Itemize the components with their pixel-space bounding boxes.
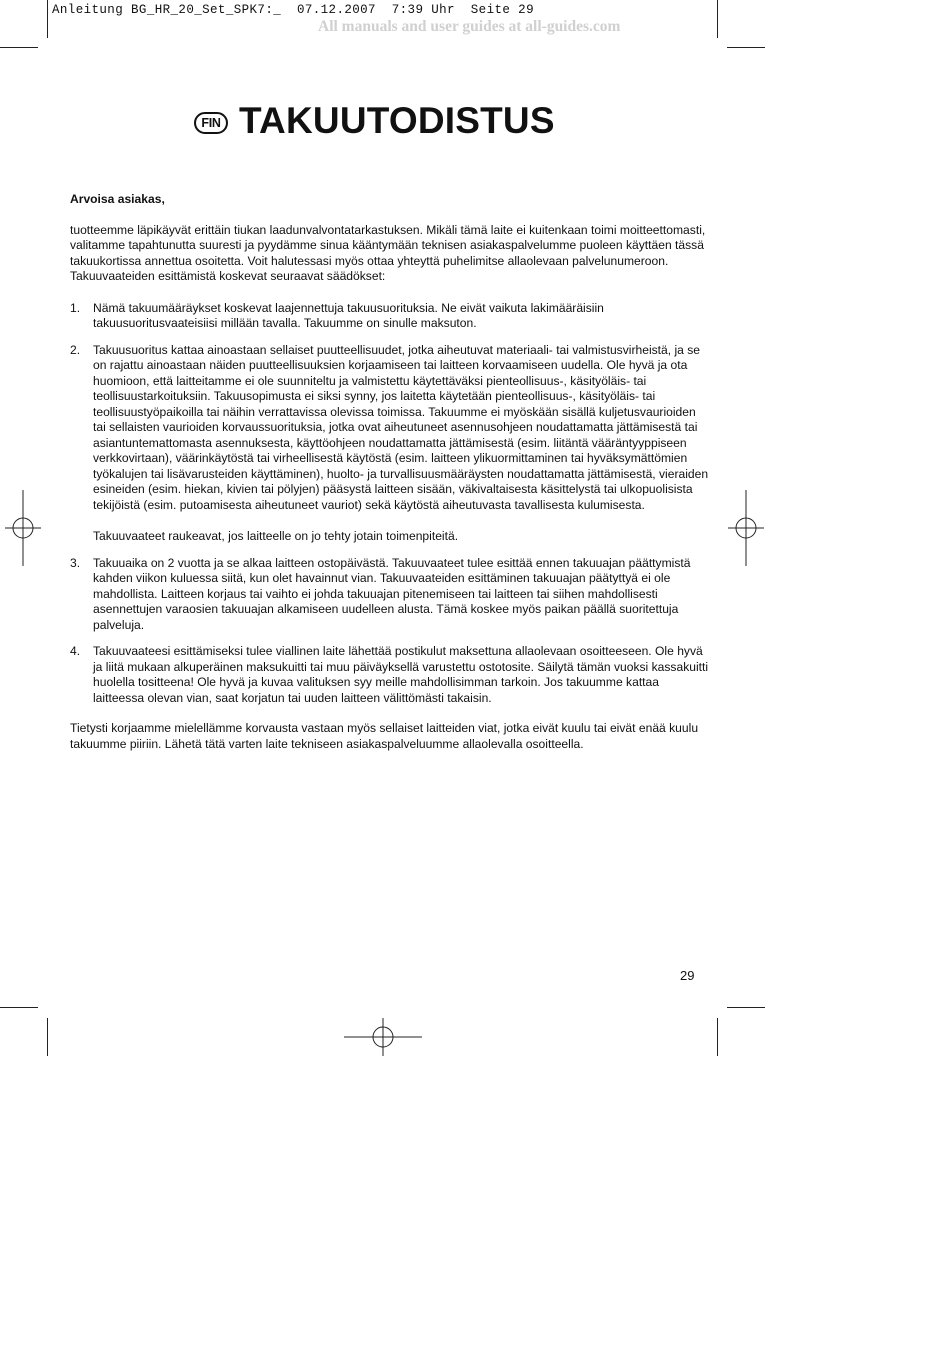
crop-mark <box>717 0 718 38</box>
crop-mark <box>0 47 38 48</box>
list-item-number: 4. <box>70 644 81 658</box>
closing-paragraph: Tietysti korjaamme mielellämme korvausta vastaan myös sellaiset laitteiden viat, jotka eivät kuulu tai eivät enää kuulu takuumme piiriin. Lähetä tätä varten laite tekniseen asiakaspalveluumme allaolevalla osoitteella. <box>70 721 699 751</box>
watermark: All manuals and user guides at all-guides.com <box>318 18 621 35</box>
list-item-subparagraph: Takuuvaateet raukeavat, jos laitteelle on jo tehty jotain toimenpiteitä. <box>93 529 459 543</box>
list-item <box>70 644 710 706</box>
warranty-text <box>70 192 710 768</box>
intro-paragraph: tuotteemme läpikäyvät erittäin tiukan laadunvalvontatarkastuksen. Mikäli tämä laite ei kuitenkaan toimi moitteettomasti, valitamme tapahtunutta suuresti ja pyydämme sinua kääntymään teknisen asiakaspalvelumme puoleen käyttäen tässä takuukortissa annettua osoitetta. Voit halutessasi myös ottaa yhteyttä puhelimitse allaolevaan palvelunumeroon. Takuuvaateiden esittämistä koskevat seuraavat säädökset: <box>70 222 706 283</box>
list-item <box>70 556 710 634</box>
list-item <box>70 343 710 545</box>
page-header <box>194 100 555 142</box>
registration-mark-bottom <box>344 1018 422 1056</box>
list-item-text: Takuuvaateesi esittämiseksi tulee viallinen laite lähettää postikulut maksettuna allaolevaan osoitteeseen. Ole hyvä ja liitä mukaan alkuperäinen maksukuitti tai muu päiväyksellä varustettu ostotosite. Säilytä tämän vuoksi kassakuitti huolella tositteena! Ole hyvä ja kuvaa valituksen syy meille mahdollisimman tarkoin. Jos takuumme kattaa laitteessa olevan vian, saat korjatun tai uuden laitteen välittömästi takaisin. <box>93 644 709 705</box>
page-number: 29 <box>680 968 695 983</box>
crop-mark <box>47 0 48 38</box>
crop-mark <box>727 47 765 48</box>
list-item-text: Takuuaika on 2 vuotta ja se alkaa laitteen ostopäivästä. Takuuvaateet tulee esittää ennen takuuajan päättymistä kahden viikon kuluessa siitä, kun olet havainnut vian. Takuuvaateiden esittäminen takuuajan päätyttyä ei ole mahdollista. Laitteen korjaus tai vaihto ei johda takuuajan pitenemiseen tai laitteen tai siihen mahdollisesti asennettujen varaosien takuuajan alkamiseen uudelleen alusta. Tämä koskee myös paikan päällä suoritettuja palveluja. <box>93 555 691 632</box>
crop-mark <box>47 1018 48 1056</box>
list-item-text: Nämä takuumääräykset koskevat laajennettuja takuusuorituksia. Ne eivät vaikuta lakimääräisiin takuusuoritusvaateisiisi millään tavalla. Takuumme on sinulle maksuton. <box>93 300 604 330</box>
list-item-text: Takuusuoritus kattaa ainoastaan sellaiset puutteellisuudet, jotka aiheutuvat materiaali- tai valmistusvirheistä, ja se on rajattu ainoastaan näiden puutteellisuuksien korjaamiseen tai laitteen korvaamiseen uudella. Ole hyvä ja ota huomioon, että laitteitamme ei ole suunniteltu ja valmistettu käytettäväksi pienteollisuus-, käsityöläis- tai teollisuustarkoituksiin. Takuusopimusta ei siksi synny, jos laitetta käytetään pienteollisuus-, käsityöläis- tai teollisuustyöpaikoilla tai näihin verrattavissa olevissa toimissa. Takuumme ei myöskään sisällä kuljetusvaurioiden tai sellaisten vaurioiden korvaussuorituksia, jotka ovat aiheutuneet asennusohjeen noudattamatta jättämisestä tai asiantuntemattomasta asennuksesta, käyttöohjeen noudattamatta jättämisestä (esim. liitäntä vääräntyyppiseen verkkovirtaan), väärinkäytöstä tai virheellisestä käytöstä (esim. laitteen ylikuormittaminen tai hyväksymättömien työkalujen tai lisävarusteiden käyttäminen), huolto- ja turvallisuusmääräysten noudattamatta jättämisestä, vieraiden esineiden (esim. hiekan, kivien tai pölyjen) pääsystä laitteen sisään, väkivaltaisesta käsittelystä tai ulkopuolisista tekijöistä (esim. putoamisesta aiheutuneet vauriot) sekä käytöstä aiheutuvasta tavallisesta kulumisesta. <box>93 342 709 512</box>
page-title: TAKUUTODISTUS <box>239 100 555 141</box>
registration-mark-right <box>728 490 764 566</box>
crop-mark <box>727 1007 765 1008</box>
list-item-number: 2. <box>70 342 81 357</box>
greeting: Arvoisa asiakas, <box>70 192 165 206</box>
registration-mark-left <box>5 490 41 566</box>
list-item <box>70 301 710 332</box>
list-item-number: 3. <box>70 555 81 570</box>
language-badge: FIN <box>194 112 228 134</box>
list-item-number: 1. <box>70 300 81 315</box>
crop-mark <box>717 1018 718 1056</box>
crop-mark <box>0 1007 38 1008</box>
print-slug: Anleitung BG_HR_20_Set_SPK7:_ 07.12.2007 7:39 Uhr Seite 29 <box>52 3 534 17</box>
